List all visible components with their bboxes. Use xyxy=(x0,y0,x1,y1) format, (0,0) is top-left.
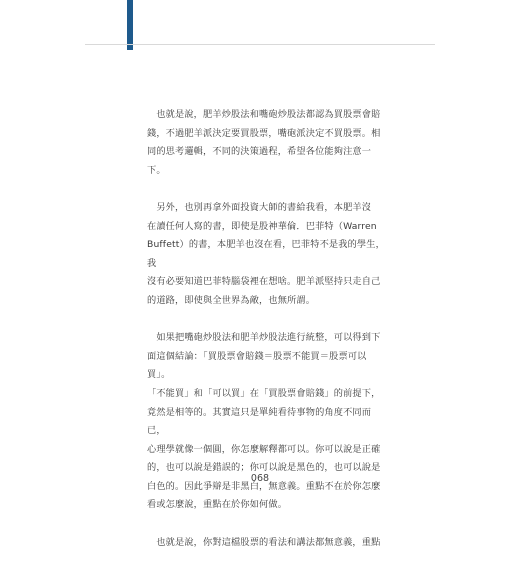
paragraph-3: 如果把嘴砲炒股法和肥羊炒股法進行統整，可以得到下 面這個結論：「買股票會賠錢＝股票不能買＝股票可以買」。 「不能買」和「可以買」在「買股票會賠錢」的前提下， 竟然是相等的。其實這只是單純看待事物的角度不同而已， 心理學就像一個圓，你怎麼解釋都可以。你可以說是正確 的，也可以說是錯誤的；你可以說是黑色的，也可以說是 白色的。因此爭辯是非黑白，無意義。重點不在於你怎麼 看或怎麼說，重點在於你如何做。 xyxy=(147,332,381,511)
page-number: 068 xyxy=(250,473,270,484)
paragraph-1: 也就是說，肥羊炒股法和嘴砲炒股法都認為買股票會賠 錢，不過肥羊派決定要買股票，嘴砲派決定不買股票。相 同的思考邏輯，不同的決策過程，希望各位能夠注意一下。 xyxy=(147,109,381,176)
header-accent-bar xyxy=(127,0,133,50)
paragraph-4: 也就是說，你對這檔股票的看法和講法都無意義，重點 xyxy=(147,536,381,548)
header-divider xyxy=(85,44,435,45)
body-text xyxy=(147,106,385,571)
paragraph-2: 另外，也別再拿外面投資大師的書給我看，本肥羊沒 在讀任何人寫的書，即使是股神華倫．巴菲特（Warren Buffett）的書，本肥羊也沒在看，巴菲特不是我的學生，我 沒有必要知道巴菲特腦袋裡在想啥。肥羊派堅持只走自己 的道路，即使與全世界為敵，也無所謂。 xyxy=(147,201,385,306)
